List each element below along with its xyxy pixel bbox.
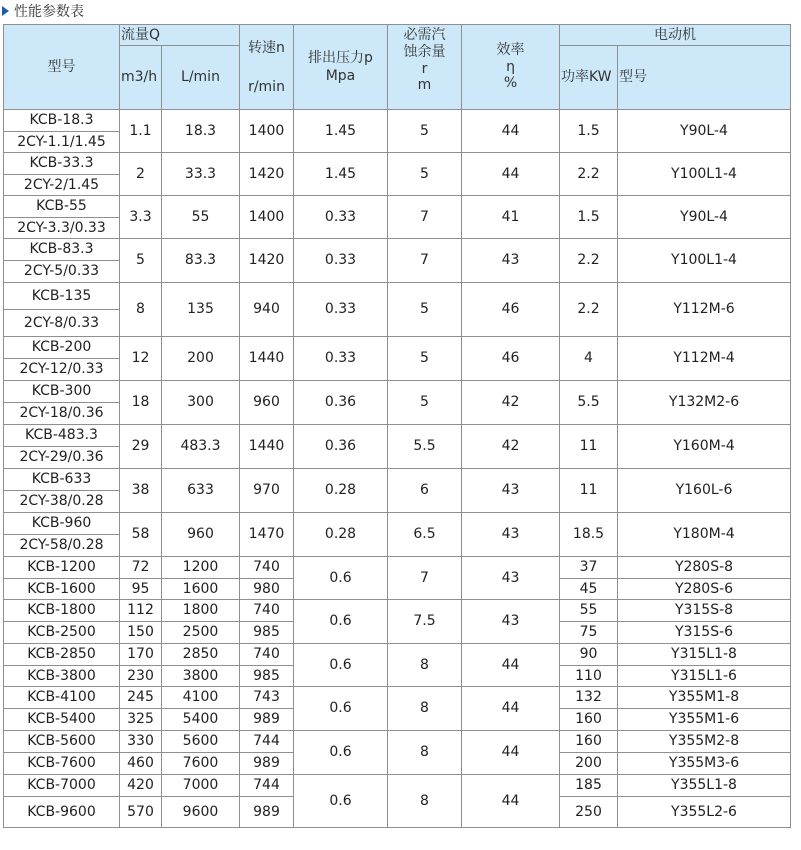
motor-model-cell: Y112M-4 [618,337,791,381]
speed-cell: 980 [240,579,294,600]
motor-power-cell: 1.5 [560,110,618,153]
table-header [4,25,791,110]
triangle-bullet-icon [2,6,9,16]
model-cell: KCB-1200 [4,557,120,579]
efficiency-cell: 42 [462,425,560,469]
pressure-cell: 0.33 [294,337,388,381]
pressure-cell: 0.36 [294,425,388,469]
flow-m3h-cell: 12 [120,337,162,381]
speed-cell: 989 [240,709,294,731]
motor-model-cell: Y90L-4 [618,196,791,239]
pressure-cell: 0.6 [294,731,388,775]
npsh-cell: 7.5 [388,600,462,644]
efficiency-cell: 44 [462,110,560,153]
motor-model-cell: Y315S-8 [618,600,791,622]
motor-model-cell: Y315S-6 [618,622,791,644]
flow-lmin-cell: 7600 [162,753,240,775]
motor-power-cell: 1.5 [560,196,618,239]
flow-m3h-cell: 95 [120,579,162,600]
flow-lmin-cell: 483.3 [162,425,240,469]
header-speed [240,25,294,110]
flow-lmin-cell: 83.3 [162,239,240,283]
motor-power-cell: 90 [560,644,618,666]
speed-cell: 970 [240,469,294,513]
motor-model-cell: Y160L-6 [618,469,791,513]
motor-power-cell: 5.5 [560,381,618,425]
npsh-cell: 8 [388,775,462,828]
pressure-cell: 1.45 [294,153,388,196]
model-2cy-cell: 2CY-5/0.33 [4,261,120,283]
efficiency-cell: 43 [462,557,560,600]
flow-m3h-cell: 1.1 [120,110,162,153]
pressure-cell: 0.33 [294,283,388,337]
motor-model-cell: Y355L1-8 [618,775,791,797]
efficiency-cell: 46 [462,283,560,337]
model-cell: KCB-7000 [4,775,120,797]
flow-m3h-cell: 112 [120,600,162,622]
npsh-cell: 7 [388,239,462,283]
motor-power-cell: 55 [560,600,618,622]
table-row [4,196,791,218]
flow-m3h-cell: 8 [120,283,162,337]
model-kcb-cell: KCB-83.3 [4,239,120,261]
speed-cell: 740 [240,557,294,579]
header-pressure-unit: Mpa [325,67,356,84]
header-speed-unit: r/min [248,79,285,95]
flow-lmin-cell: 3800 [162,666,240,687]
motor-power-cell: 132 [560,687,618,709]
flow-lmin-cell: 960 [162,513,240,557]
header-speed-label: 转速n [248,40,285,57]
efficiency-cell: 43 [462,469,560,513]
model-cell: KCB-5400 [4,709,120,731]
header-pressure-label: 排出压力p [308,49,373,66]
motor-model-cell: Y280S-8 [618,557,791,579]
efficiency-cell: 43 [462,239,560,283]
flow-m3h-cell: 72 [120,557,162,579]
speed-cell: 1420 [240,239,294,283]
speed-cell: 940 [240,283,294,337]
motor-power-cell: 75 [560,622,618,644]
pressure-cell: 0.36 [294,381,388,425]
flow-lmin-cell: 18.3 [162,110,240,153]
motor-model-cell: Y100L1-4 [618,153,791,196]
model-2cy-cell: 2CY-8/0.33 [4,310,120,337]
model-2cy-cell: 2CY-29/0.36 [4,447,120,469]
motor-model-cell: Y280S-6 [618,579,791,600]
header-npsh-line3: r [421,60,428,77]
motor-model-cell: Y355M1-8 [618,687,791,709]
table-row [4,110,791,132]
efficiency-cell: 44 [462,775,560,828]
pressure-cell: 0.6 [294,600,388,644]
model-cell: KCB-1800 [4,600,120,622]
header-efficiency [462,25,560,110]
model-2cy-cell: 2CY-58/0.28 [4,535,120,557]
speed-cell: 989 [240,797,294,828]
model-kcb-cell: KCB-33.3 [4,153,120,175]
efficiency-cell: 44 [462,731,560,775]
flow-lmin-cell: 300 [162,381,240,425]
speed-cell: 1440 [240,337,294,381]
motor-power-cell: 4 [560,337,618,381]
model-cell: KCB-2850 [4,644,120,666]
efficiency-cell: 46 [462,337,560,381]
header-motor-power: 功率KW [560,46,618,110]
section-title: 性能参数表 [14,4,84,20]
motor-power-cell: 18.5 [560,513,618,557]
motor-model-cell: Y355L2-6 [618,797,791,828]
efficiency-cell: 42 [462,381,560,425]
motor-power-cell: 2.2 [560,239,618,283]
motor-power-cell: 250 [560,797,618,828]
flow-lmin-cell: 2500 [162,622,240,644]
flow-lmin-cell: 5600 [162,731,240,753]
motor-model-cell: Y355M3-6 [618,753,791,775]
motor-power-cell: 2.2 [560,153,618,196]
motor-model-cell: Y315L1-8 [618,644,791,666]
model-kcb-cell: KCB-18.3 [4,110,120,132]
npsh-cell: 5 [388,337,462,381]
speed-cell: 1400 [240,196,294,239]
flow-lmin-cell: 1200 [162,557,240,579]
pressure-cell: 0.33 [294,196,388,239]
pressure-cell: 0.28 [294,513,388,557]
header-flow-lmin: L/min [162,46,240,110]
model-cell: KCB-7600 [4,753,120,775]
table-row [4,469,791,491]
table-row [4,381,791,403]
header-motor: 电动机 [560,25,791,46]
flow-m3h-cell: 570 [120,797,162,828]
npsh-cell: 5.5 [388,425,462,469]
table-row [4,283,791,310]
performance-table [3,24,791,828]
model-kcb-cell: KCB-55 [4,196,120,218]
pressure-cell: 0.6 [294,687,388,731]
model-kcb-cell: KCB-960 [4,513,120,535]
model-2cy-cell: 2CY-1.1/1.45 [4,132,120,153]
table-row [4,239,791,261]
motor-power-cell: 200 [560,753,618,775]
flow-m3h-cell: 325 [120,709,162,731]
speed-cell: 985 [240,666,294,687]
npsh-cell: 5 [388,283,462,337]
model-cell: KCB-3800 [4,666,120,687]
speed-cell: 740 [240,600,294,622]
motor-power-cell: 2.2 [560,283,618,337]
pressure-cell: 0.28 [294,469,388,513]
npsh-cell: 5 [388,110,462,153]
model-kcb-cell: KCB-200 [4,337,120,359]
header-efficiency-unit: % [503,75,518,92]
model-2cy-cell: 2CY-18/0.36 [4,403,120,425]
flow-lmin-cell: 33.3 [162,153,240,196]
model-kcb-cell: KCB-483.3 [4,425,120,447]
efficiency-cell: 43 [462,600,560,644]
flow-m3h-cell: 3.3 [120,196,162,239]
flow-m3h-cell: 58 [120,513,162,557]
speed-cell: 744 [240,775,294,797]
flow-m3h-cell: 330 [120,731,162,753]
header-efficiency-label: 效率 [496,41,525,58]
table-row [4,775,791,797]
header-npsh-line4: m [417,77,432,94]
pressure-cell: 1.45 [294,110,388,153]
model-cell: KCB-2500 [4,622,120,644]
model-cell: KCB-4100 [4,687,120,709]
motor-power-cell: 45 [560,579,618,600]
flow-m3h-cell: 38 [120,469,162,513]
efficiency-cell: 44 [462,153,560,196]
flow-m3h-cell: 5 [120,239,162,283]
npsh-cell: 7 [388,557,462,600]
speed-cell: 744 [240,731,294,753]
model-2cy-cell: 2CY-38/0.28 [4,491,120,513]
npsh-cell: 6 [388,469,462,513]
efficiency-cell: 43 [462,513,560,557]
flow-lmin-cell: 5400 [162,709,240,731]
motor-power-cell: 11 [560,425,618,469]
motor-power-cell: 185 [560,775,618,797]
table-row [4,425,791,447]
efficiency-cell: 41 [462,196,560,239]
speed-cell: 960 [240,381,294,425]
motor-model-cell: Y315L1-6 [618,666,791,687]
motor-model-cell: Y132M2-6 [618,381,791,425]
speed-cell: 1440 [240,425,294,469]
flow-m3h-cell: 170 [120,644,162,666]
motor-power-cell: 37 [560,557,618,579]
section-heading [2,0,84,22]
efficiency-cell: 44 [462,687,560,731]
flow-lmin-cell: 9600 [162,797,240,828]
table-row [4,687,791,709]
flow-m3h-cell: 460 [120,753,162,775]
flow-lmin-cell: 2850 [162,644,240,666]
motor-model-cell: Y160M-4 [618,425,791,469]
table-row [4,644,791,666]
motor-power-cell: 160 [560,731,618,753]
table-row [4,731,791,753]
npsh-cell: 8 [388,687,462,731]
model-cell: KCB-5600 [4,731,120,753]
motor-model-cell: Y90L-4 [618,110,791,153]
flow-lmin-cell: 4100 [162,687,240,709]
motor-model-cell: Y355M2-8 [618,731,791,753]
flow-m3h-cell: 245 [120,687,162,709]
speed-cell: 985 [240,622,294,644]
header-motor-model: 型号 [618,46,791,110]
header-pressure [294,25,388,110]
flow-m3h-cell: 29 [120,425,162,469]
flow-lmin-cell: 1600 [162,579,240,600]
speed-cell: 1400 [240,110,294,153]
speed-cell: 1470 [240,513,294,557]
flow-lmin-cell: 55 [162,196,240,239]
speed-cell: 743 [240,687,294,709]
header-flow: 流量Q [120,25,240,46]
table-body [4,110,791,828]
flow-m3h-cell: 150 [120,622,162,644]
model-2cy-cell: 2CY-3.3/0.33 [4,218,120,239]
npsh-cell: 8 [388,731,462,775]
npsh-cell: 5 [388,381,462,425]
flow-lmin-cell: 135 [162,283,240,337]
model-cell: KCB-9600 [4,797,120,828]
npsh-cell: 6.5 [388,513,462,557]
table-row [4,337,791,359]
speed-cell: 1420 [240,153,294,196]
speed-cell: 740 [240,644,294,666]
pressure-cell: 0.33 [294,239,388,283]
header-npsh-line2: 蚀余量 [403,43,446,60]
flow-lmin-cell: 200 [162,337,240,381]
npsh-cell: 8 [388,644,462,687]
motor-power-cell: 11 [560,469,618,513]
model-kcb-cell: KCB-633 [4,469,120,491]
npsh-cell: 7 [388,196,462,239]
flow-m3h-cell: 18 [120,381,162,425]
flow-m3h-cell: 230 [120,666,162,687]
header-npsh-line1: 必需汽 [403,27,446,43]
header-model: 型号 [4,25,120,110]
table-row [4,513,791,535]
motor-model-cell: Y100L1-4 [618,239,791,283]
flow-m3h-cell: 2 [120,153,162,196]
npsh-cell: 5 [388,153,462,196]
motor-model-cell: Y112M-6 [618,283,791,337]
motor-model-cell: Y180M-4 [618,513,791,557]
pressure-cell: 0.6 [294,644,388,687]
speed-cell: 989 [240,753,294,775]
model-cell: KCB-1600 [4,579,120,600]
motor-power-cell: 110 [560,666,618,687]
table-row [4,153,791,175]
flow-lmin-cell: 1800 [162,600,240,622]
flow-lmin-cell: 633 [162,469,240,513]
motor-model-cell: Y355M1-6 [618,709,791,731]
table-row [4,557,791,579]
flow-lmin-cell: 7000 [162,775,240,797]
pressure-cell: 0.6 [294,557,388,600]
header-efficiency-symbol: η [506,58,515,75]
header-npsh [388,25,462,110]
table-row [4,600,791,622]
model-2cy-cell: 2CY-2/1.45 [4,175,120,196]
flow-m3h-cell: 420 [120,775,162,797]
pressure-cell: 0.6 [294,775,388,828]
model-2cy-cell: 2CY-12/0.33 [4,359,120,381]
model-kcb-cell: KCB-135 [4,283,120,310]
header-flow-m3h: m3/h [120,46,162,110]
model-kcb-cell: KCB-300 [4,381,120,403]
motor-power-cell: 160 [560,709,618,731]
efficiency-cell: 44 [462,644,560,687]
